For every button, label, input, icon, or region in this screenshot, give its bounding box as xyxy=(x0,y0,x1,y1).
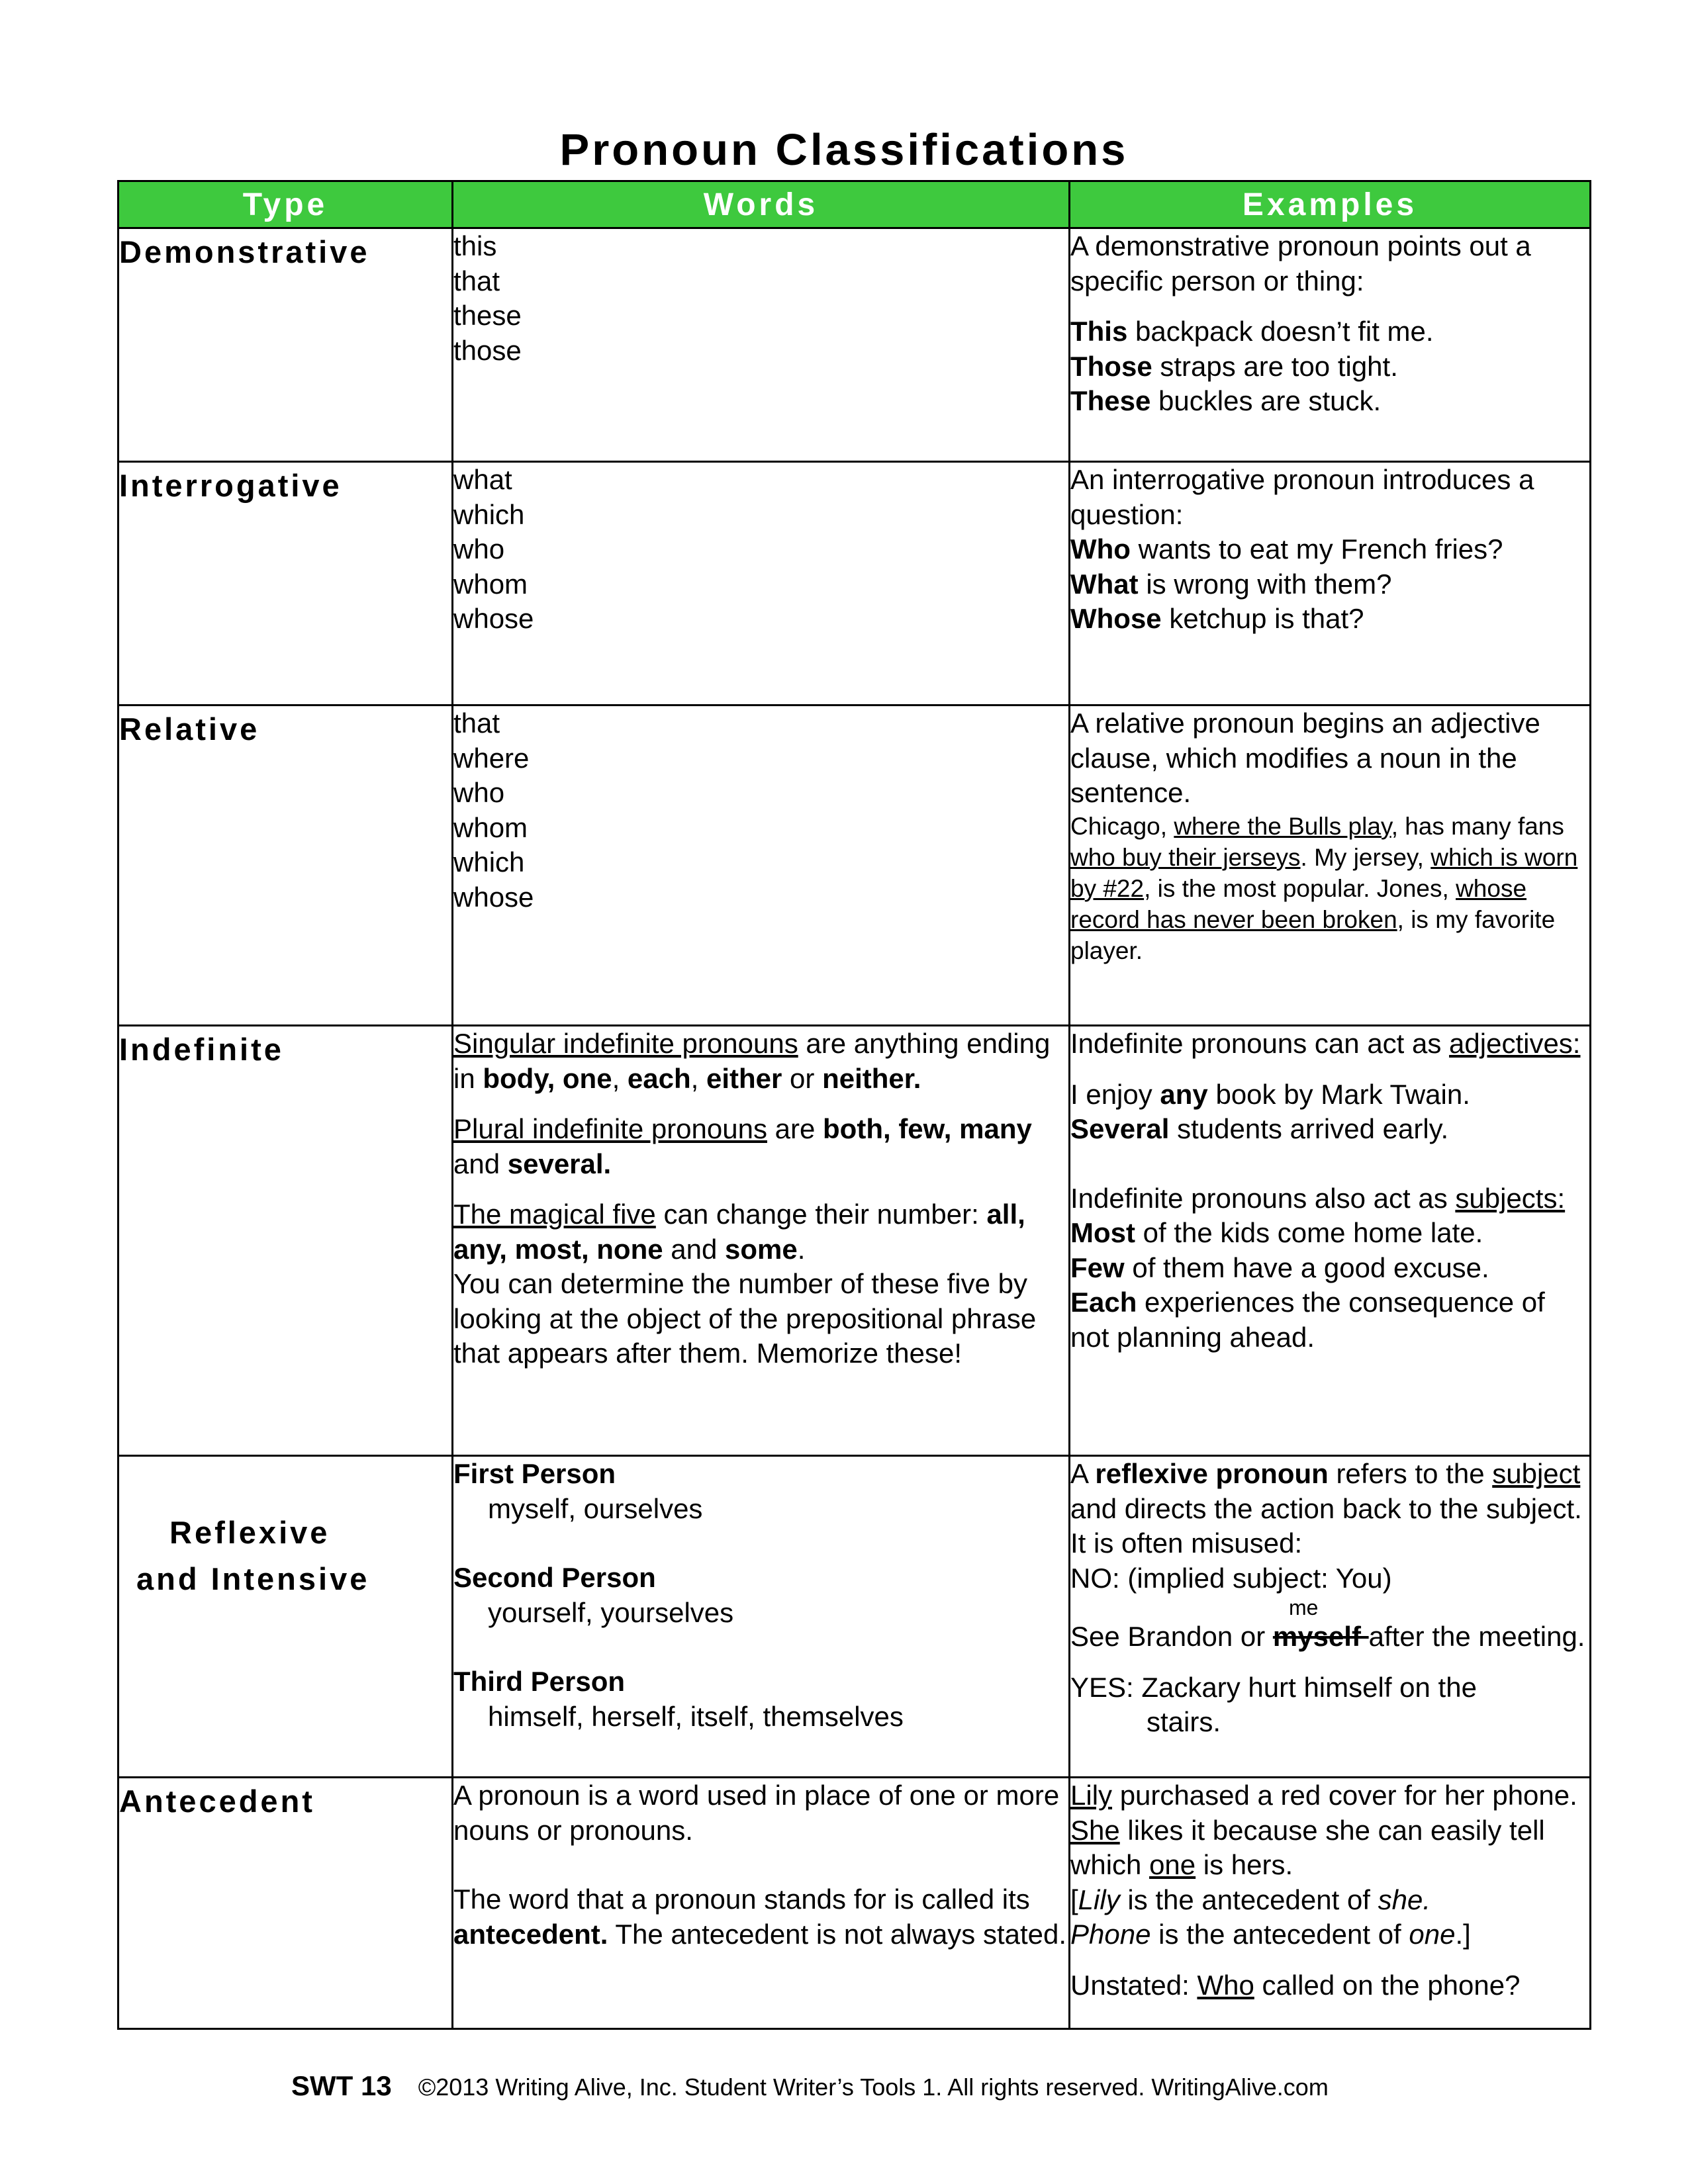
examples-interrogative xyxy=(1070,462,1591,705)
word-item: which xyxy=(453,498,525,530)
example-line: Most of the kids come home late. xyxy=(1070,1217,1483,1248)
table-header-row xyxy=(118,181,1591,228)
header-examples: Examples xyxy=(1070,181,1591,228)
word-item: whose xyxy=(453,881,534,913)
table-row xyxy=(118,228,1591,462)
example-line: Each experiences the consequence of not planning ahead. xyxy=(1070,1287,1545,1353)
word-item: whose xyxy=(453,603,534,634)
memorize-paragraph: You can determine the number of these five by looking at the object of the prepositional phrase that appears after them. Memorize these! xyxy=(453,1268,1037,1369)
example-line: Few of them have a good excuse. xyxy=(1070,1251,1489,1283)
words-antecedent xyxy=(453,1778,1070,2029)
word-item: which xyxy=(453,846,525,878)
word-item: who xyxy=(453,777,505,808)
example-line: Several students arrived early. xyxy=(1070,1113,1449,1144)
example-note: [Lily is the antecedent of she. xyxy=(1070,1884,1431,1915)
example-line: NO: (implied subject: You) xyxy=(1070,1562,1392,1594)
examples-antecedent xyxy=(1070,1778,1591,2029)
word-item: that xyxy=(453,265,500,296)
table-row xyxy=(118,462,1591,705)
example-intro: An interrogative pronoun introduces a question: xyxy=(1070,464,1534,530)
table-row xyxy=(118,1026,1591,1456)
word-item: where xyxy=(453,742,530,774)
word-item: who xyxy=(453,533,505,565)
words-reflexive xyxy=(453,1456,1070,1778)
word-item: these xyxy=(453,300,522,331)
word-item: whom xyxy=(453,811,528,843)
example-line: Unstated: Who called on the phone? xyxy=(1070,1969,1521,2001)
example-intro: A relative pronoun begins an adjective clause, which modifies a noun in the sentence. xyxy=(1070,707,1540,808)
person-words: yourself, yourselves xyxy=(488,1596,734,1628)
person-words: myself, ourselves xyxy=(488,1492,703,1524)
definition-paragraph: A pronoun is a word used in place of one or more nouns or pronouns. xyxy=(453,1780,1060,1846)
example-line: Those straps are too tight. xyxy=(1070,350,1398,382)
magical-five-paragraph: The magical five can change their number: all, any, most, none and some. xyxy=(453,1199,1025,1265)
words-indefinite xyxy=(453,1026,1070,1456)
page-title: Pronoun Classifications xyxy=(559,125,1129,175)
type-reflexive xyxy=(118,1456,453,1778)
footer-copyright: ©2013 Writing Alive, Inc. Student Writer’s Tools 1. All rights reserved. WritingAlive.com xyxy=(418,2073,1329,2101)
word-item: what xyxy=(453,464,512,495)
person-words: himself, herself, itself, themselves xyxy=(488,1700,904,1732)
example-line: I enjoy any book by Mark Twain. xyxy=(1070,1078,1470,1110)
type-line: and Intensive xyxy=(136,1561,370,1596)
example-intro: A reflexive pronoun refers to the subject and directs the action back to the subject. It is often misused: xyxy=(1070,1458,1582,1559)
example-line: See Brandon or myself after the meeting. xyxy=(1070,1621,1585,1652)
footer-code: SWT 13 xyxy=(291,2070,392,2101)
example-line: stairs. xyxy=(1147,1706,1221,1737)
words-demonstrative xyxy=(453,228,1070,462)
header-words: Words xyxy=(453,181,1070,228)
definition-paragraph: The word that a pronoun stands for is called its antecedent. The antecedent is not always stated. xyxy=(453,1884,1067,1950)
example-intro: A demonstrative pronoun points out a specific person or thing: xyxy=(1070,230,1531,296)
type-demonstrative: Demonstrative xyxy=(118,228,453,462)
word-item: those xyxy=(453,334,522,366)
pronoun-table xyxy=(117,180,1591,2030)
example-line: Whose ketchup is that? xyxy=(1070,603,1364,634)
example-note: Phone is the antecedent of one.] xyxy=(1070,1919,1471,1950)
example-line: This backpack doesn’t fit me. xyxy=(1070,316,1434,347)
singular-paragraph: Singular indefinite pronouns are anything ending in body, one, each, either or neither. xyxy=(453,1028,1051,1094)
type-line: Reflexive xyxy=(169,1515,330,1550)
example-paragraph: Chicago, where the Bulls play, has many fans who buy their jerseys. My jersey, which is worn by #22, is the most popular. Jones, whose record has never been broken, is my favorite player. xyxy=(1070,812,1578,964)
example-paragraph: Lily purchased a red cover for her phone. She likes it because she can easily tell which one is hers. xyxy=(1070,1780,1577,1880)
examples-relative xyxy=(1070,705,1591,1026)
type-interrogative: Interrogative xyxy=(118,462,453,705)
correction-note: me xyxy=(1289,1596,1319,1619)
word-item: this xyxy=(453,230,497,261)
example-line: These buckles are stuck. xyxy=(1070,385,1382,416)
table-row xyxy=(118,705,1591,1026)
example-intro: Indefinite pronouns can act as adjectives: xyxy=(1070,1028,1581,1059)
person-label: Second Person xyxy=(453,1562,656,1593)
word-item: that xyxy=(453,707,500,739)
examples-demonstrative xyxy=(1070,228,1591,462)
header-type: Type xyxy=(118,181,453,228)
words-relative xyxy=(453,705,1070,1026)
type-relative: Relative xyxy=(118,705,453,1026)
page-footer xyxy=(291,2070,1329,2102)
plural-paragraph: Plural indefinite pronouns are both, few, many and several. xyxy=(453,1113,1032,1179)
example-line: YES: Zackary hurt himself on the xyxy=(1070,1671,1477,1703)
type-indefinite: Indefinite xyxy=(118,1026,453,1456)
table-row xyxy=(118,1778,1591,2029)
person-label: Third Person xyxy=(453,1666,626,1697)
example-line: What is wrong with them? xyxy=(1070,568,1392,600)
table-row xyxy=(118,1456,1591,1778)
words-interrogative xyxy=(453,462,1070,705)
example-line: Who wants to eat my French fries? xyxy=(1070,533,1503,565)
examples-indefinite xyxy=(1070,1026,1591,1456)
type-antecedent: Antecedent xyxy=(118,1778,453,2029)
example-intro: Indefinite pronouns also act as subjects: xyxy=(1070,1182,1566,1214)
word-item: whom xyxy=(453,568,528,600)
examples-reflexive xyxy=(1070,1456,1591,1778)
person-label: First Person xyxy=(453,1458,616,1489)
